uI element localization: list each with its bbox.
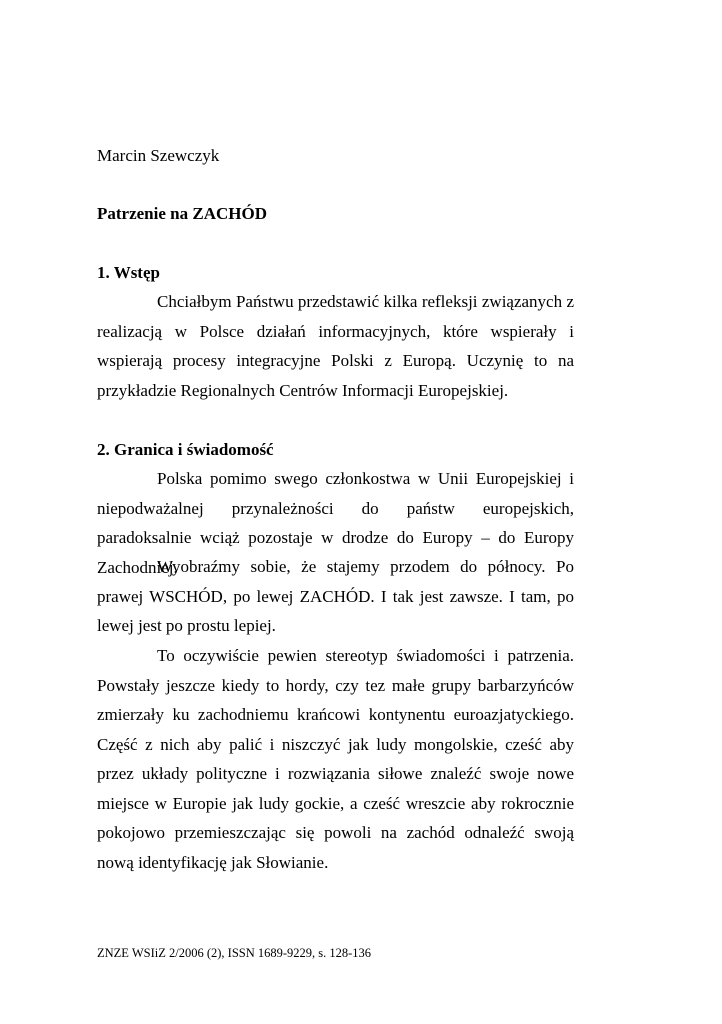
document-title: Patrzenie na ZACHÓD xyxy=(97,204,267,223)
author-name: Marcin Szewczyk xyxy=(97,146,220,165)
paragraph: To oczywiście pewien stereotyp świadomości i patrzenia. Powstały jeszcze kiedy to hordy, czy tez małe grupy barbarzyńców zmierzały ku zachodniemu krańcowi kontynentu euroazjatyckiego. Część z nich aby palić i niszczyć jak ludy mongolskie, cześć aby przez układy polityczne i rozwiązania siłowe znaleźć swoje nowe miejsce w Europie jak ludy gockie, a cześć wreszcie aby rokrocznie pokojowo przemieszczając się powoli na zachód odnaleźć swoją nową identyfikację jak Słowianie. xyxy=(97,646,574,872)
paragraph: Chciałbym Państwu przedstawić kilka refleksji związanych z realizacją w Polsce działań informacyjnych, które wspierały i wspierają procesy integracyjne Polski z Europą. Uczynię to na przykładzie Regionalnych Centrów Informacji Europejskiej. xyxy=(97,292,574,400)
section-heading-border-awareness: 2. Granica i świadomość xyxy=(97,440,274,459)
paragraph: Wyobraźmy sobie, że stajemy przodem do północy. Po prawej WSCHÓD, po lewej ZACHÓD. I tak jest zawsze. I tam, po lewej jest po prostu lepiej. xyxy=(97,557,574,635)
page-footer: ZNZE WSIiZ 2/2006 (2), ISSN 1689-9229, s. 128-136 xyxy=(97,946,372,960)
section-heading-introduction: 1. Wstęp xyxy=(97,263,160,282)
paragraph: Polska pomimo swego członkostwa w Unii Europejskiej i niepodważalnej przynależności do państw europejskich, paradoksalnie wciąż pozostaje w drodze do Europy – do Europy Zachodniej. xyxy=(97,469,574,577)
